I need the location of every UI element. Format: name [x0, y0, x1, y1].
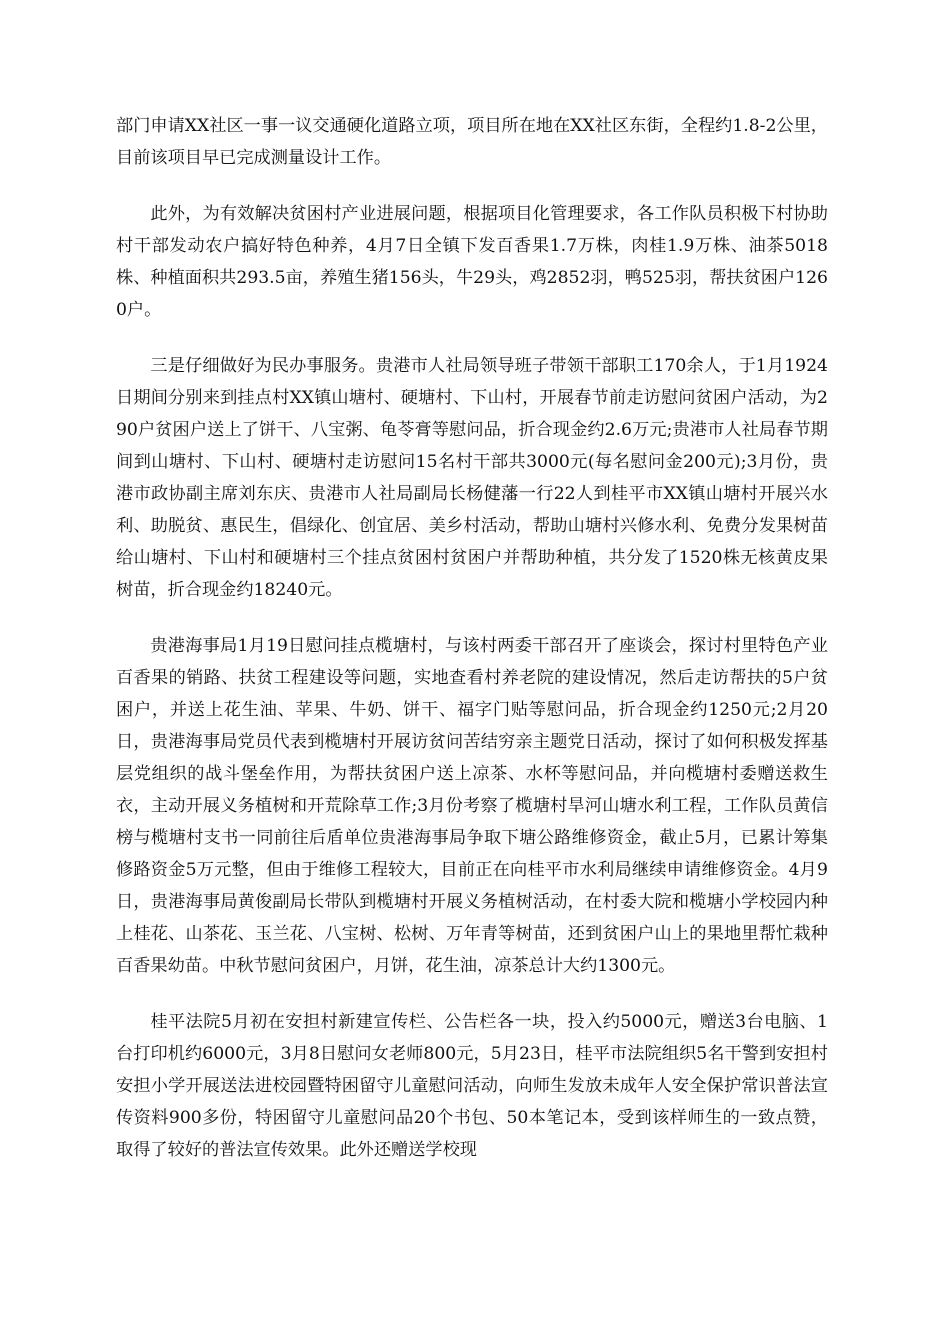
- paragraph-road-project: 部门申请XX社区一事一议交通硬化道路立项，项目所在地在XX社区东街，全程约1.8-2公里，目前该项目早已完成测量设计工作。: [116, 116, 828, 168]
- paragraph-maritime-bureau: 贵港海事局1月19日慰问挂点榄塘村，与该村两委干部召开了座谈会，探讨村里特色产业百香果的销路、扶贫工程建设等问题，实地查看村养老院的建设情况，然后走访帮扶的5户贫困户，并送上花生油、苹果、牛奶、饼干、福字门贴等慰问品，折合现金约1250元;2月20日，贵港海事局党员代表到榄塘村开展访贫问苦结穷亲主题党日活动，探讨了如何积极发挥基层党组织的战斗堡垒作用，为帮扶贫困户送上凉茶、水杯等慰问品，并向榄塘村委赠送救生衣，主动开展义务植树和开荒除草工作;3月份考察了榄塘村旱河山塘水利工程，工作队员黄信榜与榄塘村支书一同前往后盾单位贵港海事局争取下塘公路维修资金，截止5月，已累计筹集修路资金5万元整，但由于维修工程较大，目前正在向桂平市水利局继续申请维修资金。4月9日，贵港海事局黄俊副局长带队到榄塘村开展义务植树活动，在村委大院和榄塘小学校园内种上桂花、山茶花、玉兰花、八宝树、松树、万年青等树苗，还到贫困户山上的果地里帮忙栽种百香果幼苗。中秋节慰问贫困户，月饼，花生油，凉茶总计大约1300元。: [116, 636, 828, 976]
- paragraph-guiping-court: 桂平法院5月初在安担村新建宣传栏、公告栏各一块，投入约5000元，赠送3台电脑、1台打印机约6000元，3月8日慰问女老师800元，5月23日，桂平市法院组织5名干警到安担村安担小学开展送法进校园暨特困留守儿童慰问活动，向师生发放未成年人安全保护常识普法宣传资料900多份，特困留守儿童慰问品20个书包、50本笔记本，受到该样师生的一致点赞，取得了较好的普法宣传效果。此外还赠送学校现: [116, 1012, 828, 1160]
- paragraph-industry-planting: 此外，为有效解决贫困村产业进展问题，根据项目化管理要求，各工作队员积极下村协助村干部发动农户搞好特色种养，4月7日全镇下发百香果1.7万株，肉桂1.9万株、油茶5018株、种植面积共293.5亩，养殖生猪156头，牛29头，鸡2852羽，鸭525羽，帮扶贫困户1260户。: [116, 204, 828, 320]
- paragraph-people-service: 三是仔细做好为民办事服务。贵港市人社局领导班子带领干部职工170余人，于1月1924日期间分别来到挂点村XX镇山塘村、硬塘村、下山村，开展春节前走访慰问贫困户活动，为290户贫困户送上了饼干、八宝粥、龟苓膏等慰问品，折合现金约2.6万元;贵港市人社局春节期间到山塘村、下山村、硬塘村走访慰问15名村干部共3000元(每名慰问金200元);3月份，贵港市政协副主席刘东庆、贵港市人社局副局长杨健藩一行22人到桂平市XX镇山塘村开展兴水利、助脱贫、惠民生，倡绿化、创宜居、美乡村活动，帮助山塘村兴修水利、免费分发果树苗给山塘村、下山村和硬塘村三个挂点贫困村贫困户并帮助种植，共分发了1520株无核黄皮果树苗，折合现金约18240元。: [116, 356, 828, 600]
- document-body: [116, 110, 828, 1190]
